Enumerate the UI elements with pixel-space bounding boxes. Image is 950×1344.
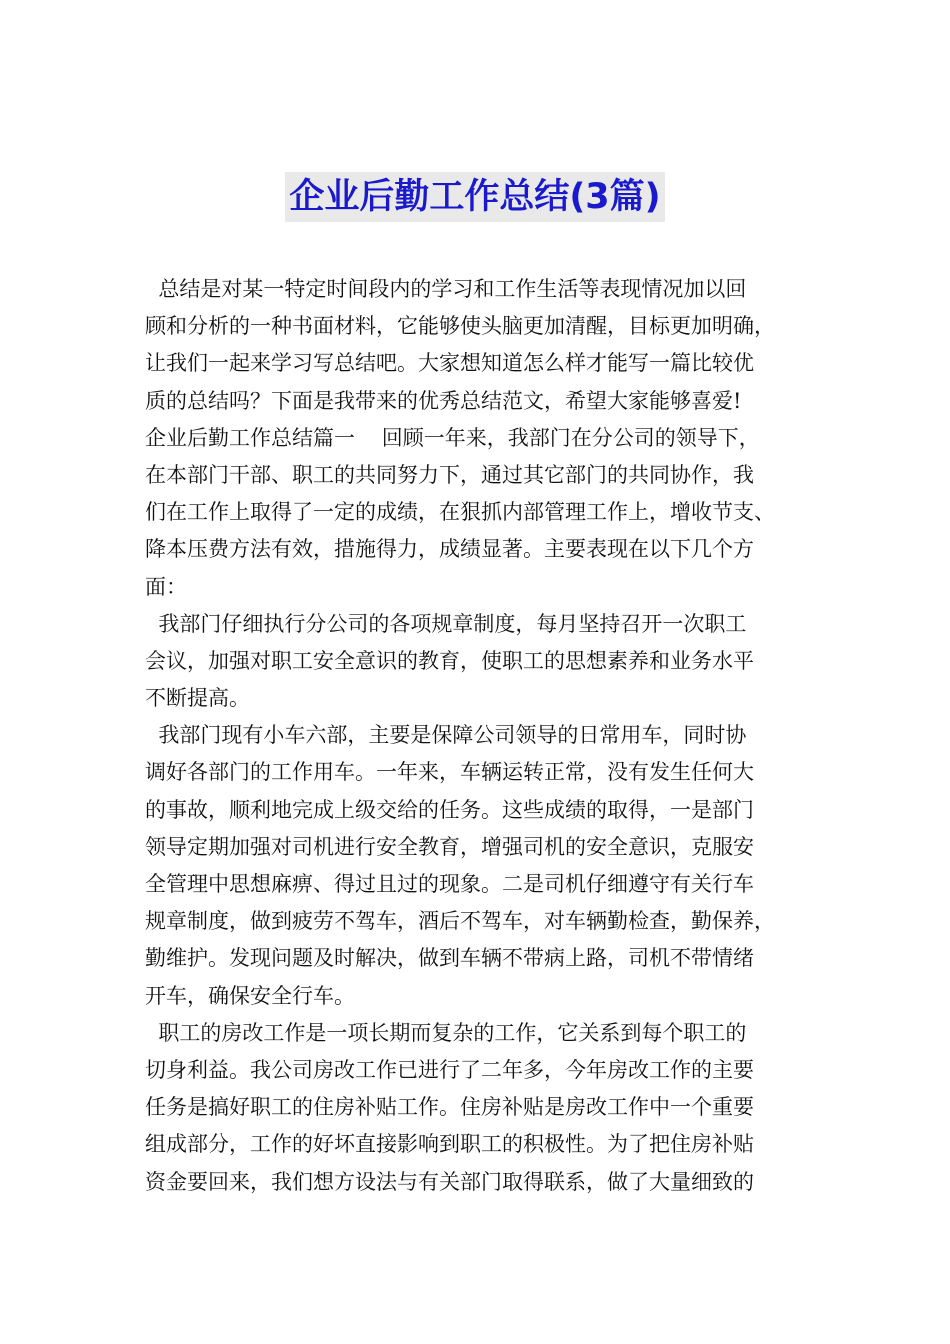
document-body	[145, 271, 815, 1201]
body-line: 勤维护。发现问题及时解决，做到车辆不带病上路，司机不带情绪	[145, 946, 754, 971]
body-line: 的事故，顺利地完成上级交给的任务。这些成绩的取得，一是部门	[145, 797, 754, 822]
document-title: 企业后勤工作总结(3篇)	[285, 172, 664, 222]
body-line: 开车，确保安全行车。	[145, 983, 355, 1008]
body-line: 质的总结吗？下面是我带来的优秀总结范文，希望大家能够喜爱!	[145, 388, 742, 413]
body-line: 调好各部门的工作用车。一年来，车辆运转正常，没有发生任何大	[145, 760, 754, 785]
body-line: 降本压费方法有效，措施得力，成绩显著。主要表现在以下几个方	[145, 537, 754, 562]
body-line: 我部门仔细执行分公司的各项规章制度，每月坚持召开一次职工	[145, 611, 747, 636]
body-line: 规章制度，做到疲劳不驾车，酒后不驾车，对车辆勤检查，勤保养，	[145, 909, 775, 934]
body-line: 让我们一起来学习写总结吧。大家想知道怎么样才能写一篇比较优	[145, 351, 754, 376]
body-line: 顾和分析的一种书面材料，它能够使头脑更加清醒，目标更加明确，	[145, 314, 775, 339]
body-line: 在本部门干部、职工的共同努力下，通过其它部门的共同协作，我	[145, 462, 754, 487]
body-line: 组成部分，工作的好坏直接影响到职工的积极性。为了把住房补贴	[145, 1132, 754, 1157]
body-line: 职工的房改工作是一项长期而复杂的工作，它关系到每个职工的	[145, 1020, 747, 1045]
body-line: 不断提高。	[145, 686, 250, 711]
body-line: 会议，加强对职工安全意识的教育，使职工的思想素养和业务水平	[145, 648, 754, 673]
title-container	[0, 172, 950, 222]
body-line: 全管理中思想麻痹、得过且过的现象。二是司机仔细遵守有关行车	[145, 872, 754, 896]
body-line: 资金要回来，我们想方设法与有关部门取得联系，做了大量细致的	[145, 1169, 754, 1194]
body-line: 们在工作上取得了一定的成绩，在狠抓内部管理工作上，增收节支、	[145, 500, 775, 525]
body-line: 面：	[145, 574, 187, 599]
body-line: 切身利益。我公司房改工作已进行了二年多，今年房改工作的主要	[145, 1057, 754, 1082]
body-line: 我部门现有小车六部，主要是保障公司领导的日常用车，同时协	[145, 723, 747, 748]
body-line: 任务是搞好职工的住房补贴工作。住房补贴是房改工作中一个重要	[145, 1095, 754, 1120]
body-line: 企业后勤工作总结篇一 回顾一年来，我部门在分公司的领导下，	[145, 425, 760, 450]
body-line: 总结是对某一特定时间段内的学习和工作生活等表现情况加以回	[145, 277, 747, 301]
body-line: 领导定期加强对司机进行安全教育，增强司机的安全意识，克服安	[145, 834, 754, 859]
